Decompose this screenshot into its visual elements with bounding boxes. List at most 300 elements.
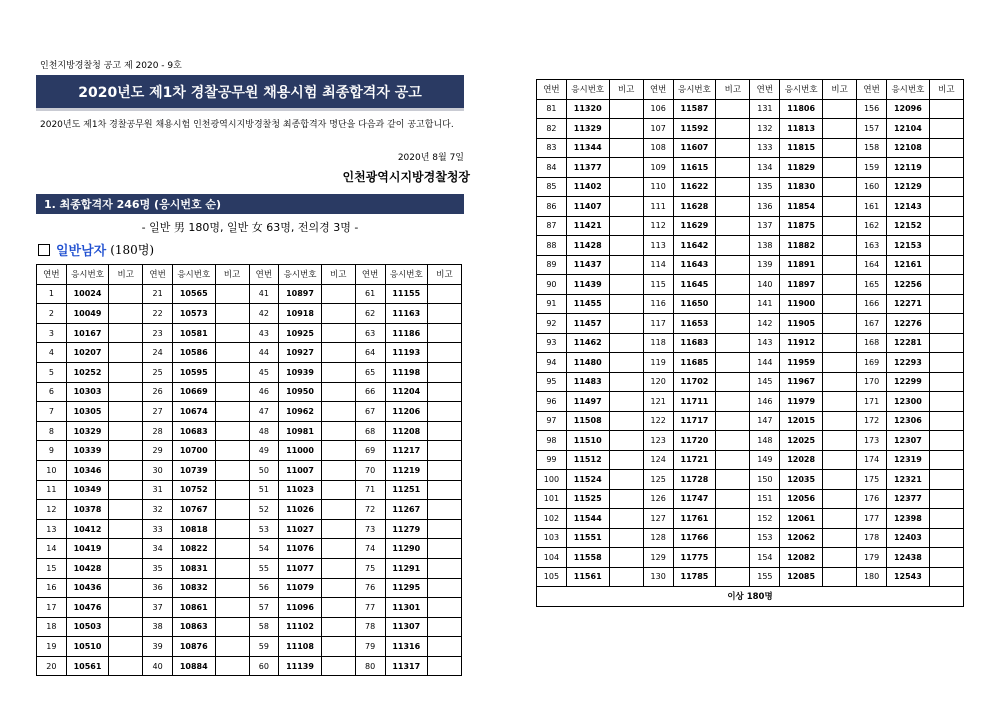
exam-number-cell: 10024 — [66, 284, 109, 304]
remark-cell — [321, 460, 355, 480]
exam-number-cell: 10436 — [66, 578, 109, 598]
seq-cell: 62 — [355, 304, 385, 324]
seq-cell: 40 — [143, 656, 173, 676]
exam-number-cell: 11912 — [780, 333, 823, 353]
exam-number-cell: 11721 — [673, 450, 716, 470]
seq-cell: 27 — [143, 402, 173, 422]
remark-cell — [109, 402, 143, 422]
exam-number-cell: 11290 — [385, 539, 428, 559]
remark-cell — [321, 323, 355, 343]
seq-cell: 7 — [37, 402, 67, 422]
remark-cell — [823, 138, 857, 158]
remark-cell — [109, 460, 143, 480]
seq-cell: 38 — [143, 617, 173, 637]
remark-cell — [929, 450, 963, 470]
exam-number-cell: 10674 — [173, 402, 216, 422]
remark-cell — [823, 353, 857, 373]
seq-cell: 113 — [643, 236, 673, 256]
seq-cell: 145 — [750, 372, 780, 392]
table-row — [537, 528, 964, 548]
exam-number-cell: 10339 — [66, 441, 109, 461]
remark-cell — [929, 275, 963, 295]
remark-cell — [716, 392, 750, 412]
seq-header: 연번 — [750, 80, 780, 100]
exam-no-header: 응시번호 — [385, 265, 428, 285]
seq-cell: 125 — [643, 470, 673, 490]
seq-cell: 98 — [537, 431, 567, 451]
exam-number-cell: 11219 — [385, 460, 428, 480]
exam-number-cell: 10510 — [66, 637, 109, 657]
remark-cell — [215, 323, 249, 343]
exam-number-cell: 11645 — [673, 275, 716, 295]
remark-cell — [823, 119, 857, 139]
table-row — [37, 421, 462, 441]
seq-cell: 49 — [249, 441, 279, 461]
remark-cell — [109, 519, 143, 539]
exam-number-cell: 12319 — [887, 450, 930, 470]
seq-cell: 19 — [37, 637, 67, 657]
remark-cell — [929, 197, 963, 217]
remark-cell — [109, 323, 143, 343]
remark-cell — [716, 333, 750, 353]
remark-header: 비고 — [428, 265, 462, 285]
exam-number-cell: 11320 — [566, 99, 609, 119]
seq-cell: 118 — [643, 333, 673, 353]
seq-cell: 64 — [355, 343, 385, 363]
remark-cell — [716, 353, 750, 373]
seq-cell: 32 — [143, 500, 173, 520]
seq-cell: 42 — [249, 304, 279, 324]
remark-cell — [609, 138, 643, 158]
seq-cell: 112 — [643, 216, 673, 236]
remark-cell — [823, 255, 857, 275]
remark-cell — [823, 431, 857, 451]
seq-cell: 65 — [355, 362, 385, 382]
remark-cell — [109, 343, 143, 363]
exam-number-cell: 11439 — [566, 275, 609, 295]
category-heading — [38, 240, 154, 259]
seq-cell: 6 — [37, 382, 67, 402]
seq-cell: 51 — [249, 480, 279, 500]
table-row — [537, 392, 964, 412]
exam-number-cell: 12307 — [887, 431, 930, 451]
remark-header: 비고 — [109, 265, 143, 285]
remark-cell — [716, 450, 750, 470]
seq-cell: 156 — [857, 99, 887, 119]
exam-no-header: 응시번호 — [566, 80, 609, 100]
exam-number-cell: 10939 — [279, 362, 322, 382]
exam-number-cell: 11186 — [385, 323, 428, 343]
seq-cell: 20 — [37, 656, 67, 676]
seq-cell: 48 — [249, 421, 279, 441]
table-row — [37, 558, 462, 578]
seq-cell: 150 — [750, 470, 780, 490]
seq-cell: 127 — [643, 509, 673, 529]
remark-cell — [823, 294, 857, 314]
table-row — [537, 431, 964, 451]
exam-number-cell: 12256 — [887, 275, 930, 295]
remark-cell — [929, 138, 963, 158]
exam-number-cell: 10700 — [173, 441, 216, 461]
seq-cell: 84 — [537, 158, 567, 178]
remark-cell — [609, 255, 643, 275]
remark-cell — [428, 382, 462, 402]
seq-cell: 168 — [857, 333, 887, 353]
seq-cell: 16 — [37, 578, 67, 598]
seq-cell: 74 — [355, 539, 385, 559]
seq-cell: 73 — [355, 519, 385, 539]
exam-number-cell: 11761 — [673, 509, 716, 529]
remark-cell — [109, 637, 143, 657]
exam-number-cell: 12306 — [887, 411, 930, 431]
remark-cell — [428, 460, 462, 480]
seq-header: 연번 — [857, 80, 887, 100]
agency-name: 인천광역시지방경찰청장 — [342, 170, 470, 184]
remark-cell — [823, 489, 857, 509]
exam-number-cell: 11295 — [385, 578, 428, 598]
seq-cell: 142 — [750, 314, 780, 334]
remark-cell — [428, 480, 462, 500]
exam-number-cell: 11508 — [566, 411, 609, 431]
exam-number-cell: 11163 — [385, 304, 428, 324]
remark-cell — [823, 509, 857, 529]
remark-cell — [716, 470, 750, 490]
seq-cell: 86 — [537, 197, 567, 217]
remark-cell — [716, 567, 750, 587]
remark-cell — [929, 528, 963, 548]
remark-cell — [215, 402, 249, 422]
seq-cell: 37 — [143, 598, 173, 618]
seq-header: 연번 — [355, 265, 385, 285]
remark-cell — [823, 158, 857, 178]
exam-number-cell: 12062 — [780, 528, 823, 548]
exam-number-cell: 11267 — [385, 500, 428, 520]
remark-cell — [609, 99, 643, 119]
seq-cell: 180 — [857, 567, 887, 587]
notice-title: 2020년도 제1차 경찰공무원 채용시험 최종합격자 공고 — [36, 75, 464, 111]
remark-cell — [109, 578, 143, 598]
exam-number-cell: 11711 — [673, 392, 716, 412]
seq-cell: 36 — [143, 578, 173, 598]
exam-number-cell: 12271 — [887, 294, 930, 314]
remark-cell — [609, 294, 643, 314]
seq-cell: 12 — [37, 500, 67, 520]
exam-number-cell: 10950 — [279, 382, 322, 402]
seq-cell: 101 — [537, 489, 567, 509]
remark-cell — [215, 519, 249, 539]
seq-cell: 114 — [643, 255, 673, 275]
remark-cell — [609, 372, 643, 392]
table-row — [537, 353, 964, 373]
table-row — [37, 382, 462, 402]
remark-cell — [321, 578, 355, 598]
exam-number-cell: 12281 — [887, 333, 930, 353]
remark-cell — [321, 558, 355, 578]
remark-cell — [609, 567, 643, 587]
exam-number-cell: 12293 — [887, 353, 930, 373]
exam-number-cell: 11813 — [780, 119, 823, 139]
seq-header: 연번 — [537, 80, 567, 100]
exam-number-cell: 10561 — [66, 656, 109, 676]
seq-cell: 109 — [643, 158, 673, 178]
remark-cell — [609, 177, 643, 197]
table-row — [537, 255, 964, 275]
remark-cell — [609, 450, 643, 470]
table-row — [537, 509, 964, 529]
exam-number-cell: 11198 — [385, 362, 428, 382]
seq-header: 연번 — [143, 265, 173, 285]
seq-cell: 107 — [643, 119, 673, 139]
seq-cell: 85 — [537, 177, 567, 197]
exam-number-cell: 11766 — [673, 528, 716, 548]
checkbox-square-icon — [38, 244, 50, 256]
exam-number-cell: 11102 — [279, 617, 322, 637]
exam-number-cell: 11685 — [673, 353, 716, 373]
remark-cell — [823, 392, 857, 412]
seq-cell: 71 — [355, 480, 385, 500]
table-row — [537, 294, 964, 314]
exam-number-cell: 11854 — [780, 197, 823, 217]
seq-cell: 174 — [857, 450, 887, 470]
exam-number-cell: 11650 — [673, 294, 716, 314]
table-row — [37, 598, 462, 618]
exam-number-cell: 11510 — [566, 431, 609, 451]
remark-cell — [929, 99, 963, 119]
remark-cell — [215, 460, 249, 480]
seq-cell: 157 — [857, 119, 887, 139]
seq-cell: 59 — [249, 637, 279, 657]
seq-cell: 135 — [750, 177, 780, 197]
seq-cell: 111 — [643, 197, 673, 217]
table-row — [37, 578, 462, 598]
exam-number-cell: 11512 — [566, 450, 609, 470]
seq-cell: 146 — [750, 392, 780, 412]
seq-cell: 115 — [643, 275, 673, 295]
remark-cell — [321, 343, 355, 363]
remark-cell — [215, 362, 249, 382]
exam-number-cell: 10346 — [66, 460, 109, 480]
seq-cell: 57 — [249, 598, 279, 618]
seq-cell: 102 — [537, 509, 567, 529]
seq-header: 연번 — [643, 80, 673, 100]
seq-cell: 148 — [750, 431, 780, 451]
remark-cell — [109, 382, 143, 402]
remark-cell — [823, 99, 857, 119]
exam-number-cell: 10925 — [279, 323, 322, 343]
exam-no-header: 응시번호 — [279, 265, 322, 285]
remark-cell — [716, 372, 750, 392]
seq-cell: 8 — [37, 421, 67, 441]
seq-cell: 131 — [750, 99, 780, 119]
exam-number-cell: 12025 — [780, 431, 823, 451]
remark-cell — [321, 617, 355, 637]
exam-number-cell: 11642 — [673, 236, 716, 256]
table-row — [537, 197, 964, 217]
exam-number-cell: 10428 — [66, 558, 109, 578]
table-row — [537, 333, 964, 353]
seq-cell: 25 — [143, 362, 173, 382]
seq-cell: 81 — [537, 99, 567, 119]
seq-cell: 3 — [37, 323, 67, 343]
remark-cell — [428, 402, 462, 422]
remark-cell — [428, 558, 462, 578]
remark-cell — [716, 411, 750, 431]
remark-cell — [929, 119, 963, 139]
seq-cell: 66 — [355, 382, 385, 402]
seq-cell: 52 — [249, 500, 279, 520]
remark-cell — [609, 333, 643, 353]
remark-cell — [823, 528, 857, 548]
seq-cell: 117 — [643, 314, 673, 334]
remark-cell — [609, 353, 643, 373]
results-table-right — [536, 79, 964, 607]
seq-cell: 80 — [355, 656, 385, 676]
exam-number-cell: 12161 — [887, 255, 930, 275]
section-summary: - 일반 男 180명, 일반 女 63명, 전의경 3명 - — [141, 221, 359, 234]
seq-cell: 95 — [537, 372, 567, 392]
seq-cell: 45 — [249, 362, 279, 382]
remark-cell — [929, 255, 963, 275]
exam-number-cell: 11407 — [566, 197, 609, 217]
exam-number-cell: 11096 — [279, 598, 322, 618]
remark-cell — [609, 119, 643, 139]
seq-cell: 2 — [37, 304, 67, 324]
table-row — [537, 489, 964, 509]
seq-cell: 79 — [355, 637, 385, 657]
seq-cell: 179 — [857, 548, 887, 568]
exam-number-cell: 11561 — [566, 567, 609, 587]
remark-cell — [823, 197, 857, 217]
exam-number-cell: 12377 — [887, 489, 930, 509]
exam-number-cell: 11428 — [566, 236, 609, 256]
remark-cell — [609, 392, 643, 412]
table-row — [37, 480, 462, 500]
exam-number-cell: 11455 — [566, 294, 609, 314]
seq-cell: 140 — [750, 275, 780, 295]
remark-cell — [215, 382, 249, 402]
exam-number-cell: 11525 — [566, 489, 609, 509]
remark-header: 비고 — [609, 80, 643, 100]
exam-number-cell: 10861 — [173, 598, 216, 618]
seq-cell: 171 — [857, 392, 887, 412]
seq-cell: 4 — [37, 343, 67, 363]
remark-header: 비고 — [716, 80, 750, 100]
exam-number-cell: 12299 — [887, 372, 930, 392]
seq-cell: 29 — [143, 441, 173, 461]
exam-no-header: 응시번호 — [173, 265, 216, 285]
seq-cell: 69 — [355, 441, 385, 461]
seq-cell: 77 — [355, 598, 385, 618]
table-row — [537, 177, 964, 197]
remark-cell — [929, 177, 963, 197]
seq-cell: 161 — [857, 197, 887, 217]
seq-cell: 13 — [37, 519, 67, 539]
seq-cell: 173 — [857, 431, 887, 451]
seq-cell: 34 — [143, 539, 173, 559]
exam-number-cell: 11622 — [673, 177, 716, 197]
seq-cell: 155 — [750, 567, 780, 587]
exam-number-cell: 11785 — [673, 567, 716, 587]
exam-number-cell: 11544 — [566, 509, 609, 529]
notice-number: 인천지방경찰청 공고 제 2020 - 9호 — [40, 61, 182, 71]
seq-cell: 151 — [750, 489, 780, 509]
seq-cell: 68 — [355, 421, 385, 441]
remark-cell — [428, 578, 462, 598]
exam-number-cell: 10329 — [66, 421, 109, 441]
exam-number-cell: 10767 — [173, 500, 216, 520]
exam-number-cell: 11301 — [385, 598, 428, 618]
seq-cell: 165 — [857, 275, 887, 295]
remark-cell — [215, 637, 249, 657]
exam-number-cell: 11208 — [385, 421, 428, 441]
exam-number-cell: 11251 — [385, 480, 428, 500]
remark-cell — [609, 509, 643, 529]
seq-cell: 121 — [643, 392, 673, 412]
exam-number-cell: 11728 — [673, 470, 716, 490]
remark-cell — [109, 421, 143, 441]
table-row — [537, 216, 964, 236]
remark-cell — [428, 304, 462, 324]
remark-header: 비고 — [929, 80, 963, 100]
seq-cell: 103 — [537, 528, 567, 548]
table-row — [37, 519, 462, 539]
table-row — [37, 362, 462, 382]
exam-number-cell: 10918 — [279, 304, 322, 324]
remark-cell — [321, 656, 355, 676]
seq-cell: 172 — [857, 411, 887, 431]
table-row — [537, 372, 964, 392]
exam-number-cell: 11023 — [279, 480, 322, 500]
seq-cell: 56 — [249, 578, 279, 598]
remark-cell — [109, 617, 143, 637]
remark-cell — [716, 197, 750, 217]
exam-number-cell: 10683 — [173, 421, 216, 441]
seq-cell: 63 — [355, 323, 385, 343]
remark-cell — [929, 158, 963, 178]
remark-cell — [823, 177, 857, 197]
table-row — [37, 539, 462, 559]
remark-cell — [321, 402, 355, 422]
remark-cell — [109, 598, 143, 618]
remark-cell — [823, 333, 857, 353]
table-row — [37, 284, 462, 304]
seq-cell: 124 — [643, 450, 673, 470]
remark-cell — [109, 558, 143, 578]
exam-number-cell: 11108 — [279, 637, 322, 657]
category-count: (180명) — [110, 243, 155, 257]
remark-cell — [609, 314, 643, 334]
table-row — [537, 158, 964, 178]
remark-cell — [321, 598, 355, 618]
seq-cell: 72 — [355, 500, 385, 520]
exam-number-cell: 11377 — [566, 158, 609, 178]
remark-cell — [428, 284, 462, 304]
seq-cell: 96 — [537, 392, 567, 412]
seq-cell: 5 — [37, 362, 67, 382]
seq-cell: 163 — [857, 236, 887, 256]
exam-number-cell: 11421 — [566, 216, 609, 236]
table-header-row — [37, 265, 462, 285]
table-row — [537, 119, 964, 139]
seq-cell: 11 — [37, 480, 67, 500]
remark-cell — [716, 275, 750, 295]
remark-cell — [428, 343, 462, 363]
seq-cell: 178 — [857, 528, 887, 548]
remark-cell — [929, 294, 963, 314]
exam-number-cell: 12438 — [887, 548, 930, 568]
exam-number-cell: 11077 — [279, 558, 322, 578]
exam-number-cell: 10581 — [173, 323, 216, 343]
